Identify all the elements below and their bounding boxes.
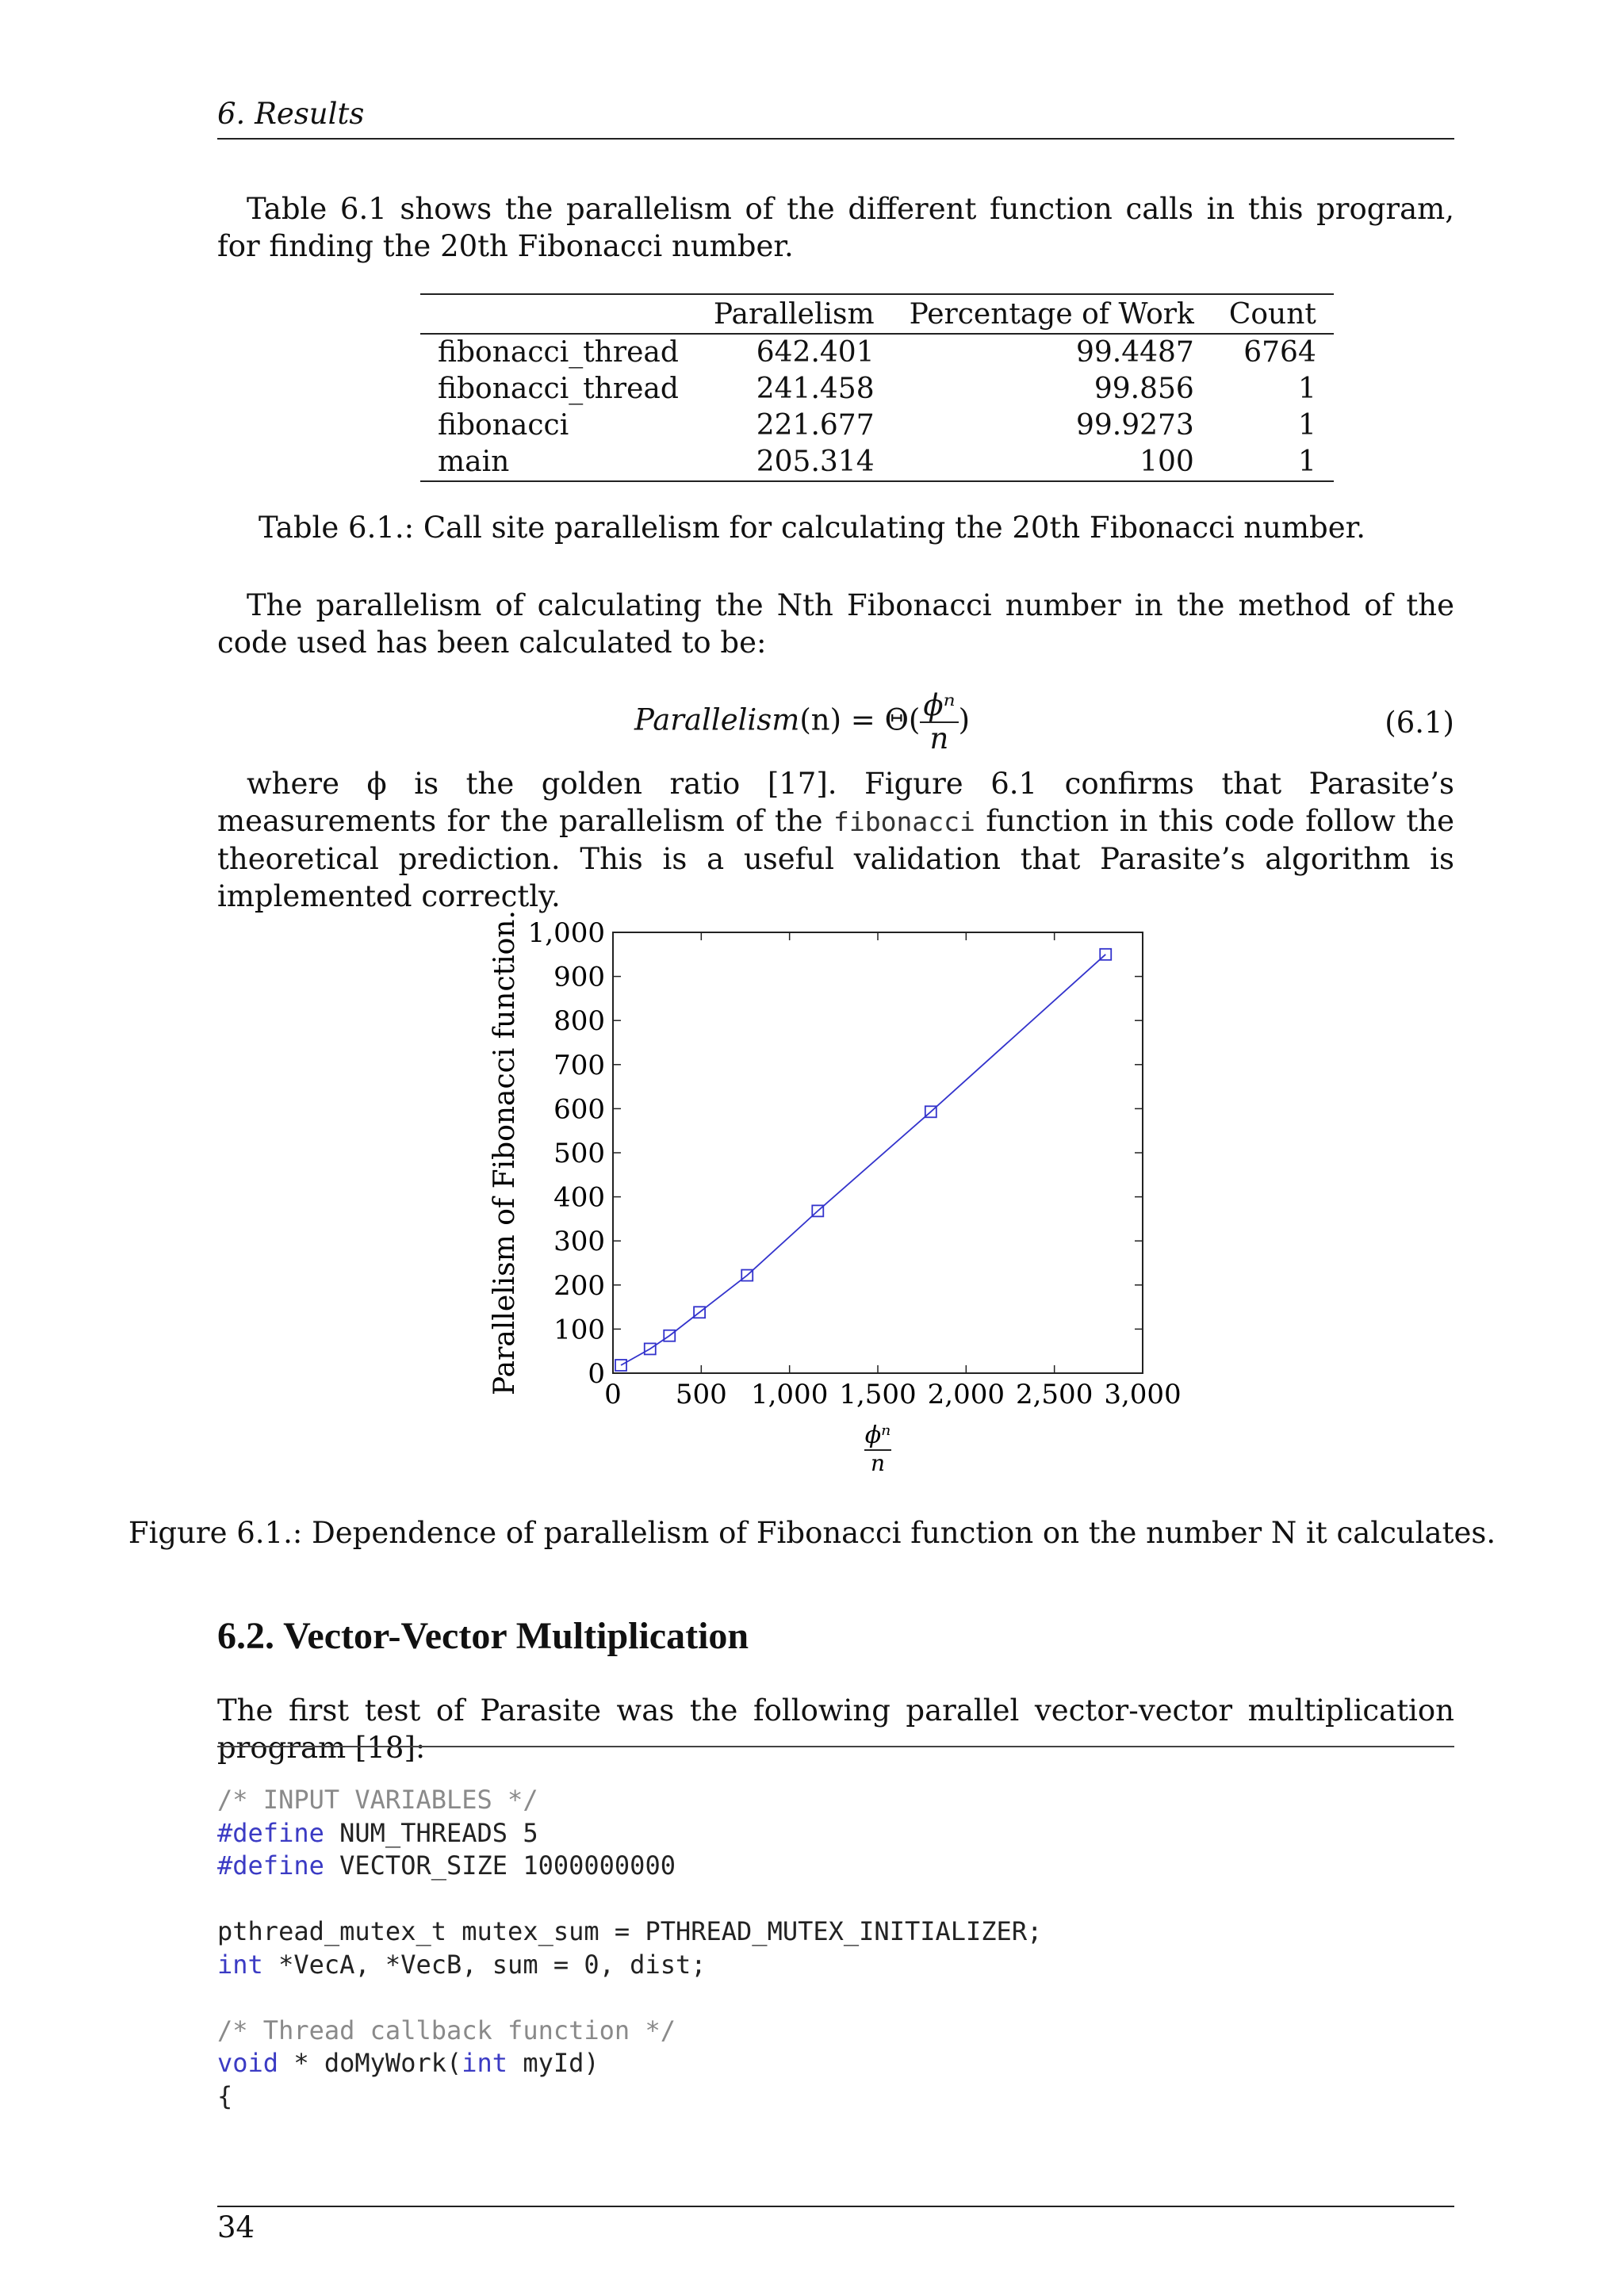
section-title: 6.2. Vector-Vector Multiplication [217, 1615, 749, 1657]
x-tick-label: 1,000 [750, 1379, 829, 1410]
table-header: Count [1212, 294, 1334, 334]
plot-frame [613, 932, 1143, 1373]
x-tick-label: 0 [604, 1379, 622, 1410]
table-header [420, 294, 696, 334]
table-cell: main [438, 446, 510, 478]
x-tick-label: 2,500 [1015, 1379, 1094, 1410]
intro-text: Table 6.1 shows the parallelism of the different function calls in this program, for finding the 20th Fibonacci number. [217, 192, 1454, 263]
y-tick-label: 400 [553, 1181, 605, 1214]
y-tick-label: 800 [553, 1005, 605, 1038]
tick-layer [528, 917, 1182, 1410]
equation-close: ) [958, 702, 970, 737]
fibonacci-chart [0, 904, 1624, 1490]
validation-text-after: function in this code follow the theoretical prediction. This is a useful validation that Parasite’s algorithm is implemented correctly. [217, 804, 1454, 913]
code-text: *VecA, *VecB, sum = 0, dist; [262, 1949, 707, 1980]
y-tick-label: 1,000 [527, 917, 605, 949]
table-cell: 1 [1297, 373, 1316, 405]
y-tick-label: 700 [553, 1049, 605, 1081]
table-header-row [420, 294, 1334, 334]
equation-number: (6.1) [1385, 706, 1454, 740]
table-cell: 642.401 [756, 336, 875, 369]
table-cell: 99.9273 [1075, 409, 1194, 442]
table-row [420, 334, 1334, 371]
code-listing [217, 1784, 1454, 2113]
table-cell: fibonacci_thread [438, 336, 679, 369]
table-cell: 205.314 [756, 446, 875, 478]
code-text: * doMyWork( [278, 2048, 462, 2078]
validation-text-before: where ϕ is the golden ratio [17]. Figure 6.1 confirms that Parasite’s measurements for the parallelism of the [217, 767, 1454, 838]
code-comment: /* INPUT VARIABLES */ [217, 1785, 538, 1815]
code-comment: /* Thread callback function */ [217, 2015, 676, 2045]
table-row [420, 408, 1334, 444]
y-tick-label: 900 [553, 961, 605, 993]
y-tick-label: 500 [553, 1138, 605, 1169]
code-keyword: void [217, 2048, 279, 2078]
y-tick-label: 600 [553, 1093, 605, 1126]
table-cell: 241.458 [756, 373, 875, 405]
table-header: Parallelism [696, 294, 892, 334]
table-cell: 221.677 [756, 409, 875, 442]
intro-paragraph [217, 190, 1454, 265]
parallelism-text: The parallelism of calculating the Nth Fibonacci number in the method of the code used has been calculated to be: [217, 588, 1454, 660]
table-cell: 1 [1297, 446, 1316, 478]
table-cell: 99.856 [1094, 373, 1194, 405]
table-cell: 99.4487 [1075, 336, 1194, 369]
table-cell: 6764 [1243, 336, 1316, 369]
equation-numerator: ϕⁿ [920, 690, 958, 723]
table-cell: fibonacci_thread [438, 373, 679, 405]
code-keyword: #define [217, 1817, 324, 1848]
code-line [217, 1981, 1454, 2015]
code-text: VECTOR_SIZE 1000000000 [324, 1850, 676, 1881]
y-tick-label: 0 [588, 1358, 605, 1390]
code-text: pthread_mutex_t mutex_sum = PTHREAD_MUTEX_INITIALIZER; [217, 1916, 1043, 1946]
code-text: NUM_THREADS 5 [324, 1817, 538, 1848]
y-tick-label: 300 [553, 1226, 605, 1258]
table-cell: 100 [1139, 446, 1194, 478]
parallelism-paragraph [217, 587, 1454, 661]
code-line [217, 1850, 1454, 1883]
table-header: Percentage of Work [892, 294, 1212, 334]
table-cell: 1 [1297, 409, 1316, 442]
y-axis-label: Parallelism of Fibonacci function. [488, 910, 521, 1395]
section-intro-text: The first test of Parasite was the following parallel vector-vector multiplication program [18]: [217, 1693, 1454, 1765]
page-number: 34 [217, 2210, 255, 2244]
series-line [621, 955, 1105, 1365]
code-line [217, 1883, 1454, 1916]
table-cell: fibonacci [438, 409, 569, 442]
code-keyword: #define [217, 1850, 324, 1881]
code-line [217, 2080, 1454, 2114]
x-tick-label: 500 [675, 1379, 727, 1410]
code-line [217, 2047, 1454, 2080]
x-tick-label: 3,000 [1104, 1379, 1182, 1410]
code-text: { [217, 2080, 233, 2111]
parallelism-table [420, 293, 1334, 482]
inline-code-fibonacci: fibonacci [833, 806, 975, 837]
x-axis-label-numerator: ϕⁿ [864, 1422, 891, 1449]
code-top-rule [217, 1746, 1454, 1747]
validation-paragraph [217, 765, 1454, 915]
table-caption: Table 6.1.: Call site parallelism for calculating the 20th Fibonacci number. [258, 511, 1366, 545]
code-keyword: int [462, 2048, 508, 2078]
x-tick-label: 2,000 [927, 1379, 1005, 1410]
code-line [217, 1784, 1454, 1817]
table-row [420, 444, 1334, 481]
equation-lhs: Parallelism [634, 702, 800, 737]
code-line [217, 1949, 1454, 1982]
code-line [217, 2015, 1454, 2048]
equation-denominator: n [929, 721, 949, 756]
equation-fraction [920, 690, 958, 755]
section-intro [217, 1692, 1454, 1766]
x-axis-label-denominator: n [870, 1450, 886, 1476]
x-tick-label: 1,500 [839, 1379, 917, 1410]
code-line [217, 1915, 1454, 1949]
running-head: 6. Results [217, 97, 365, 131]
equation-arg: (n) = Θ( [799, 702, 921, 737]
footer-rule [217, 2206, 1454, 2207]
code-line [217, 1817, 1454, 1850]
table-row [420, 371, 1334, 408]
equation-6-1 [634, 690, 970, 755]
code-keyword: int [217, 1949, 263, 1980]
code-text: myId) [508, 2048, 599, 2078]
y-tick-label: 200 [553, 1269, 605, 1302]
figure-caption: Figure 6.1.: Dependence of parallelism of Fibonacci function on the number N it calculates. [128, 1516, 1496, 1550]
y-tick-label: 100 [553, 1314, 605, 1346]
series-layer [615, 949, 1111, 1371]
header-rule [217, 138, 1454, 140]
